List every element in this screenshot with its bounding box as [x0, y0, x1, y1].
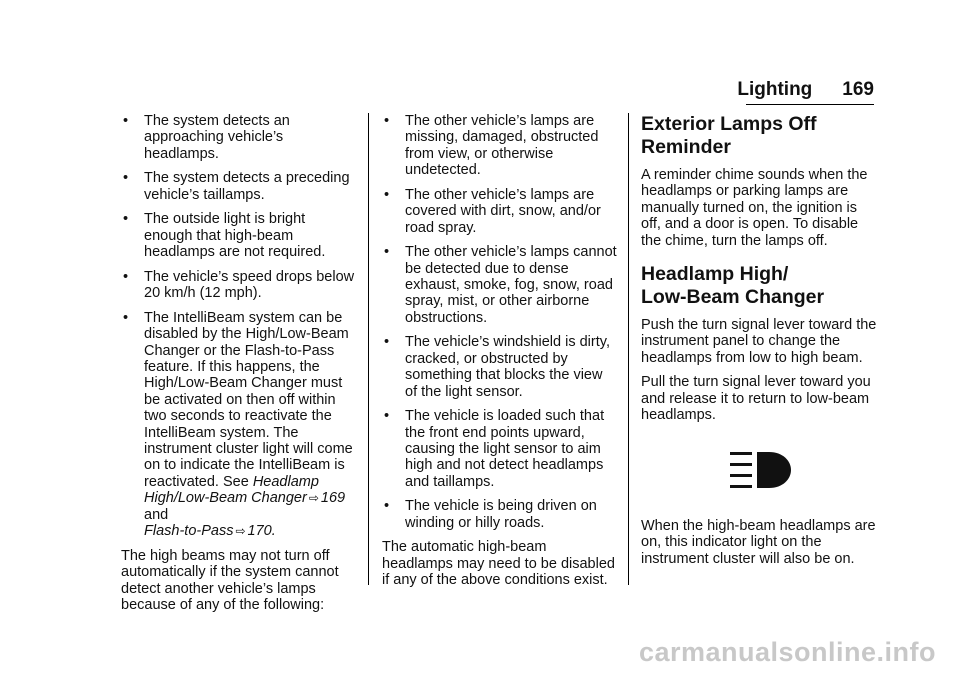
body-paragraph: Push the turn signal lever toward the instrument panel to change the headlamps from low to high beam. [641, 317, 877, 366]
list-item: • The other vehicle’s lamps are covered with dirt, snow, and/or road spray. [384, 186, 601, 236]
page-ref: 169 [320, 490, 346, 507]
list-item: • The outside light is bright enough that high-beam headlamps are not required. [123, 211, 326, 261]
reference-arrow-icon: ⇨ [308, 491, 319, 506]
body-paragraph: The automatic high-beam headlamps may need to be disabled if any of the above conditions exist. [382, 539, 615, 589]
column-divider [368, 113, 369, 585]
link-headlamp-changer[interactable]: Headlamp High/Low-Beam Changer [144, 473, 319, 507]
watermark: carmanualsonline.info [638, 637, 936, 667]
reference-arrow-icon: ⇨ [235, 524, 246, 539]
list-item: • The system detects an approaching vehicle’s headlamps. [123, 113, 290, 162]
header-rule [746, 104, 874, 105]
list-item: • The vehicle’s speed drops below 20 km/h (12 mph). [123, 268, 355, 302]
body-paragraph: When the high-beam headlamps are on, this indicator light on the instrument cluster will also be on. [641, 517, 876, 567]
list-item: • The vehicle is being driven on winding or hilly roads. [384, 498, 597, 531]
section-heading: Exterior Lamps Off Reminder [641, 113, 817, 158]
section-heading: Headlamp High/ Low-Beam Changer [641, 263, 825, 309]
list-item: • The vehicle is loaded such that the front end points upward, causing the light sensor to aim high and not detect headlamps and taillamps. [384, 408, 605, 490]
body-paragraph: The high beams may not turn off automatically if the system cannot detect another vehicle’s lamps because of any of the following: [121, 547, 339, 613]
list-item: • The other vehicle’s lamps cannot be detected due to dense exhaust, smoke, fog, snow, road spray, mist, or other airborne obstructions. [384, 244, 617, 326]
list-item: • The system detects a preceding vehicle’s taillamps. [123, 170, 350, 203]
high-beam-indicator-icon [641, 432, 877, 510]
link-flash-to-pass[interactable]: Flash-to-Pass [144, 523, 234, 540]
column-2 [382, 113, 618, 597]
column-1 [121, 113, 357, 622]
section-title: Lighting [737, 79, 813, 100]
list-item: • The IntelliBeam system can be disabled by the High/Low-Beam Changer or the Flash-to-Pass feature. If this happens, the High/Low-Beam Changer must be activated on then off within two seconds to reactivate the IntelliBeam system. The instrument cluster light will come on to indicate the IntelliBeam is reactivated. See Headlamp High/Low-Beam Changer ⇨ 169 and Flash-to-Pass ⇨ 170. [123, 309, 353, 540]
page-ref: 170. [247, 523, 276, 540]
page-header [737, 79, 874, 101]
body-paragraph: A reminder chime sounds when the headlamps or parking lamps are manually turned on, the ignition is off, and a door is open. To disable the chime, turn the lamps off. [641, 167, 868, 249]
column-divider [628, 113, 629, 585]
page-number: 169 [842, 79, 874, 100]
body-paragraph: Pull the turn signal lever toward you and release it to return to low-beam headlamps. [641, 374, 871, 424]
column-3 [641, 113, 877, 575]
list-item: • The other vehicle’s lamps are missing, damaged, obstructed from view, or otherwise undetected. [384, 113, 599, 179]
list-item: • The vehicle’s windshield is dirty, cracked, or obstructed by something that blocks the view of the light sensor. [384, 334, 610, 400]
